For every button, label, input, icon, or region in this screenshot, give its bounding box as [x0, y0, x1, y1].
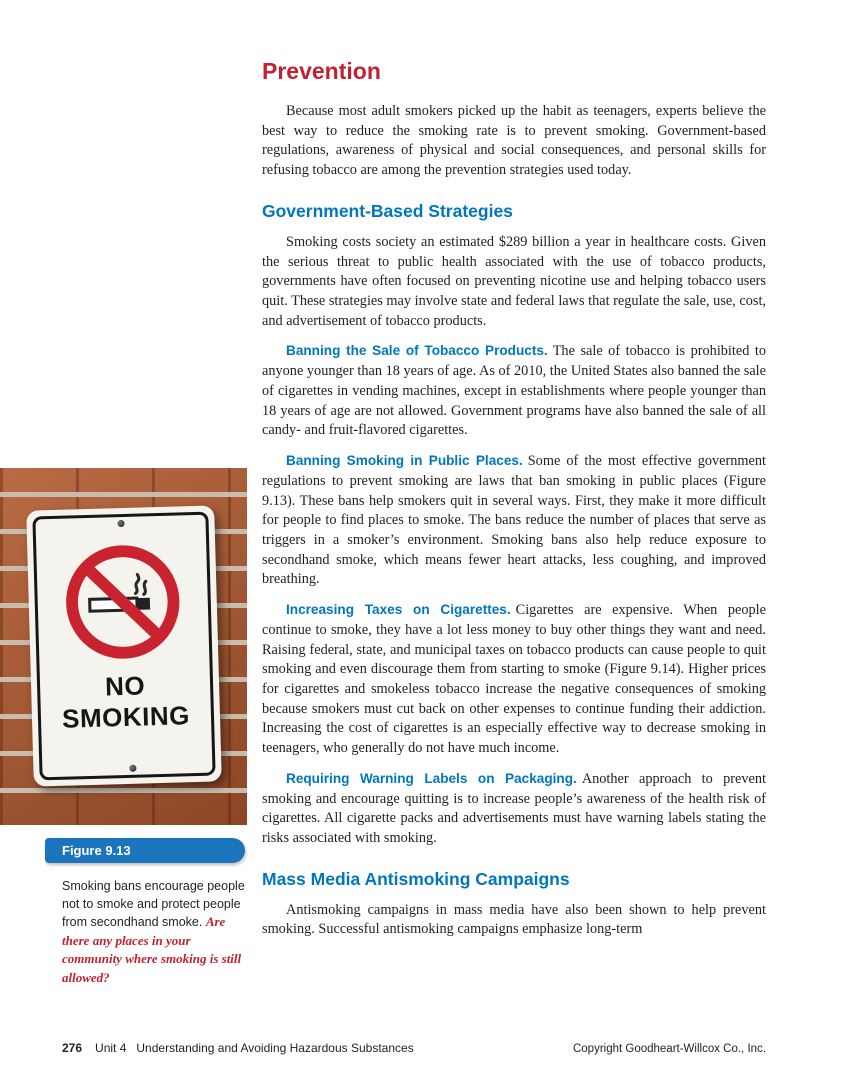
runin-text-banning-public-places: Some of the most effective government regulations to prevent smoking are laws that ban smoking in public places (Figure 9.13). These bans help smokers quit in several ways. First, they make it more difficult for people to find places to smoke. The bans reduce the number of places that serve as triggers in a smoker’s environment. Smoking bans also help reduce exposure to secondhand smoke, which means fewer heart attacks, less coughing, and improved breathing. — [262, 453, 766, 588]
figure-caption — [62, 878, 246, 987]
footer-copyright: Copyright Goodheart-Willcox Co., Inc. — [572, 1043, 766, 1055]
page-number: 276 — [62, 1041, 83, 1055]
footer-unit-label: Unit 4 — [95, 1041, 127, 1055]
no-smoking-sign — [26, 505, 222, 786]
sign-text-line2: SMOKING — [61, 699, 191, 734]
government-strategies-paragraph: Smoking costs society an estimated $289 billion a year in healthcare costs. Given the serious threat to public health associated with the use of tobacco products, governments have often focused on preventing nicotine use and helping tobacco users quit. These strategies may involve state and federal laws that regulate the sale, use, cost, and advertisement of tobacco products. — [262, 233, 766, 329]
main-column — [262, 58, 766, 951]
sign-text — [61, 669, 190, 734]
runin-text-banning-sale: The sale of tobacco is prohibited to anyone younger than 18 years of age. As of 2010, the United States also banned the sale of cigarettes in vending machines, except in establishments where people younger than 18 years of age are not allowed. Government programs have also banned the sale of all candy- and fruit-flavored cigarettes. — [262, 343, 767, 439]
sign-inner-border — [32, 512, 215, 781]
figure-caption-text: Smoking bans encourage people not to smoke and protect people from secondhand smoke. — [62, 879, 245, 929]
figure-caption-question: Are there any places in your community where smoking is still allowed? — [62, 914, 242, 985]
runin-text-increasing-taxes: Cigarettes are expensive. When people continue to smoke, they have a lot less money to buy other things they want and need. Raising federal, state, and municipal taxes on tobacco products can cause people to quit smoking and even discourage them from starting to smoke (Figure 9.14). Higher prices for cigarettes and smokeless tobacco increase the negative consequences of smoking because smokers must cut back on other expenses to continue funding their addiction. Increasing the cost of cigarettes is an especially effective way to decrease smoking in teenagers, who generally do not have much income. — [262, 602, 766, 757]
subsection-increasing-taxes — [262, 601, 766, 759]
subsection-banning-sale — [262, 342, 766, 441]
footer-left — [62, 1041, 414, 1055]
runin-head-warning-labels: Requiring Warning Labels on Packaging. — [286, 770, 577, 786]
section-heading-government-strategies: Government-Based Strategies — [262, 200, 513, 221]
page-footer — [62, 1041, 766, 1055]
subsection-warning-labels — [262, 770, 766, 849]
no-smoking-photo — [0, 468, 247, 825]
mass-media-paragraph: Antismoking campaigns in mass media have also been shown to help prevent smoking. Successful antismoking campaigns emphasize long-term — [262, 901, 766, 938]
runin-text-warning-labels: Another approach to prevent smoking and encourage quitting is to increase people’s awareness of the health risk of cigarettes. All cigarette packs and advertisements must have warning labels stating the risks associated with smoking. — [262, 770, 766, 846]
footer-unit-title: Understanding and Avoiding Hazardous Substances — [136, 1041, 414, 1055]
figure-label-box — [45, 838, 245, 863]
sign-text-line1: NO — [104, 670, 146, 702]
figure-label: Figure 9.13 — [62, 843, 131, 858]
section-heading-mass-media: Mass Media Antismoking Campaigns — [262, 868, 570, 889]
runin-head-increasing-taxes: Increasing Taxes on Cigarettes. — [286, 602, 511, 618]
runin-head-banning-sale: Banning the Sale of Tobacco Products. — [286, 343, 548, 359]
page-title: Prevention — [262, 58, 381, 84]
no-smoking-icon — [62, 541, 183, 662]
intro-paragraph: Because most adult smokers picked up the habit as teenagers, experts believe the best way to reduce the smoking rate is to prevent smoking. Government-based regulations, awareness of physical and social consequences, and personal skills for refusing tobacco are among the prevention strategies used today. — [262, 103, 766, 179]
runin-head-banning-public-places: Banning Smoking in Public Places. — [286, 453, 523, 469]
subsection-banning-public-places — [262, 452, 766, 590]
